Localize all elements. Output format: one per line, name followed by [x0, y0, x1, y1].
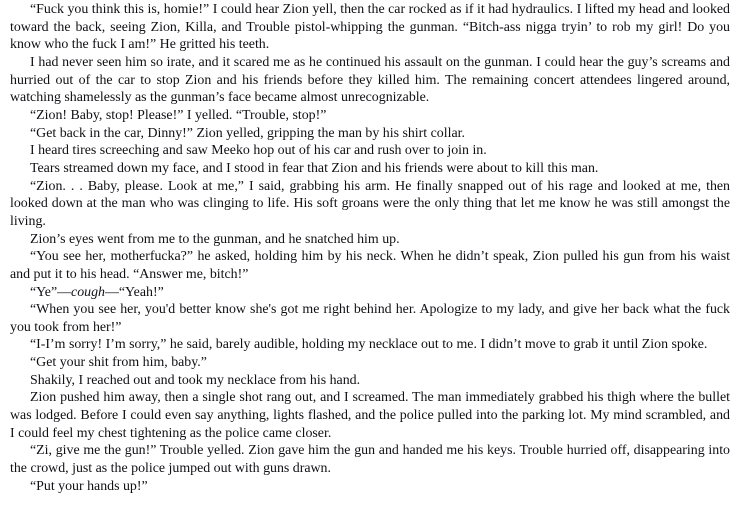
text-segment: “You see her, motherfucka?” he asked, holding him by his neck. When he didn’t speak, Zion pulled his gun from his waist and put it to his head. “Answer me, bitch!”	[10, 249, 730, 282]
paragraph	[10, 1, 730, 54]
paragraph	[10, 354, 730, 372]
text-segment: “Zi, give me the gun!” Trouble yelled. Zion gave him the gun and handed me his keys. Trouble hurried off, disappearing into the crowd, just as the police jumped out with guns drawn.	[10, 443, 730, 477]
text-segment: “Zion! Baby, stop! Please!” I yelled. “Trouble, stop!”	[30, 107, 327, 123]
text-segment: “Get your shit from him, baby.”	[30, 355, 207, 371]
text-segment: “When you see her, you'd better know she's got me right behind her. Apologize to my lady, and give her back what the fuck you took from her!”	[10, 302, 730, 335]
text-segment: I had never seen him so irate, and it scared me as he continued his assault on the gunman. I could hear the guy’s screams and hurried out of the car to stop Zion and his friends before they killed him. The remaining concert attendees lingered around, watching shamelessly as the gunman’s face became almost unrecognizable.	[10, 54, 730, 106]
paragraph	[10, 478, 730, 496]
text-segment: “Put your hands up!”	[30, 478, 148, 494]
text-segment: Tears streamed down my face, and I stood in fear that Zion and his friends were about to kill this man.	[30, 160, 599, 176]
text-segment: I heard tires screeching and saw Meeko hop out of his car and rush over to join in.	[30, 143, 487, 159]
text-segment: Shakily, I reached out and took my necklace from his hand.	[30, 372, 361, 388]
text-segment: —“Yeah!”	[104, 284, 164, 300]
paragraph	[10, 107, 730, 125]
paragraph	[10, 231, 730, 249]
paragraph	[10, 142, 730, 160]
text-segment: “Get back in the car, Dinny!” Zion yelled, gripping the man by his shirt collar.	[30, 125, 465, 141]
text-segment: Zion pushed him away, then a single shot rang out, and I screamed. The man immediately grabbed his thigh where the bullet was lodged. Before I could even say anything, lights flashed, and the police pulled into the parking lot. My mind scrambled, and I could feel my chest tightening as the police came closer.	[10, 390, 730, 441]
text-segment: “Fuck you think this is, homie!” I could hear Zion yell, then the car rocked as if it had hydraulics. I lifted my head and looked toward the back, seeing Zion, Killa, and Trouble pistol-whipping the gunman. “Bitch-ass nigga tryin’ to rob my girl! Do you know who the fuck I am!” He gritted his teeth.	[10, 2, 730, 53]
paragraph	[10, 248, 730, 283]
paragraph	[10, 284, 730, 302]
paragraph	[10, 160, 730, 178]
text-segment: “I-I’m sorry! I’m sorry,” he said, barely audible, holding my necklace out to me. I didn’t move to grab it until Zion spoke.	[30, 337, 708, 353]
paragraph	[10, 372, 730, 390]
paragraph	[10, 301, 730, 336]
text-segment: “Zion. . . Baby, please. Look at me,” I said, grabbing his arm. He finally snapped out of his rage and looked at me, then looked down at the man who was clinging to life. His soft groans were the only thing that let me know he was still amongst the living.	[10, 178, 730, 229]
paragraph	[10, 442, 730, 477]
paragraph	[10, 125, 730, 143]
text-segment: “Ye”—	[30, 284, 72, 300]
paragraph	[10, 336, 730, 354]
italic-text: cough	[71, 284, 105, 300]
paragraph	[10, 178, 730, 231]
paragraph	[10, 389, 730, 442]
text-segment: Zion’s eyes went from me to the gunman, and he snatched him up.	[30, 231, 400, 247]
page-text	[10, 1, 730, 495]
paragraph	[10, 54, 730, 107]
